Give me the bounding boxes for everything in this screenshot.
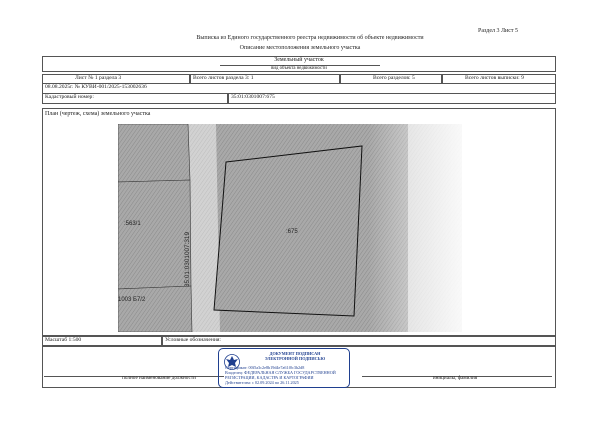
sheet-number: Лист № 1 раздела 3 [75,75,122,81]
legend-label: Условные обозначения: [165,337,221,343]
sheets-in-section: Всего листов раздела 3: 1 [193,75,254,81]
cadastral-value-cell [228,94,556,104]
neighbor-label-2: 1003 Б7/2 [118,297,146,303]
road-cadastral-label: 35:01:0301007:319 [184,231,192,288]
scale-cell [42,336,162,346]
neighbor-parcel-middle [118,180,191,289]
neighbor-label-1: :563/1 [124,221,141,227]
stamp-owner-cont: РЕГИСТРАЦИИ, КАДАСТРА И КАРТОГРАФИИ [225,375,314,380]
document-title: Выписка из Единого государственного реестра недвижимости об объекте недвижимости [196,35,424,41]
scale: Масштаб 1:500 [45,337,82,343]
cadastral-label: Кадастровый номер: [45,94,94,100]
stamp-line-2: ЭЛЕКТРОННОЙ ПОДПИСЬЮ [264,356,326,361]
sheet-number-cell [42,74,190,84]
plan-caption: План (чертеж, схема) земельного участка [45,111,151,117]
stamp-line-1: ДОКУМЕНТ ПОДПИСАН [269,351,321,356]
neighbor-parcel-top [118,124,190,182]
doc-number-cell [42,84,556,94]
doc-number: 08.08.2025г. № КУВИ-001/2025-153002636 [45,84,147,90]
sections-total-cell [340,74,442,84]
name-caption: инициалы, фамилия [432,375,478,381]
sheets-total-cell [442,74,556,84]
stamp-validity: Действителен: с 02.09.2024 по 26.11.2025 [225,380,299,385]
parcel-label: :675 [286,229,298,235]
electronic-signature-stamp [218,348,350,388]
legend-cell [162,336,556,346]
stamp-certificate: Сертификат: 00f5a3c2e8b19d4e7a61f0c3b2d8 [225,365,305,370]
object-type: Земельный участок [274,57,324,63]
map-fade-edge [408,124,462,332]
sheets-total: Всего листов выписки: 9 [465,75,524,81]
stamp-owner: Владелец: ФЕДЕРАЛЬНАЯ СЛУЖБА ГОСУДАРСТВЕННОЙ [225,370,336,375]
neighbor-parcel-bottom [118,286,192,332]
page-reference: Раздел 3 Лист 5 [478,28,519,34]
cadastral-number: 35:01:0301007:675 [231,94,275,100]
position-caption: полное наименование должности [122,375,196,381]
plan-map [118,124,462,332]
object-type-caption: вид объекта недвижимости [271,66,327,71]
document-subtitle: Описание местоположения земельного участка [239,45,361,51]
cadastral-label-cell [42,94,228,104]
sections-total: Всего разделов: 5 [373,75,415,81]
sheets-in-section-cell [190,74,340,84]
